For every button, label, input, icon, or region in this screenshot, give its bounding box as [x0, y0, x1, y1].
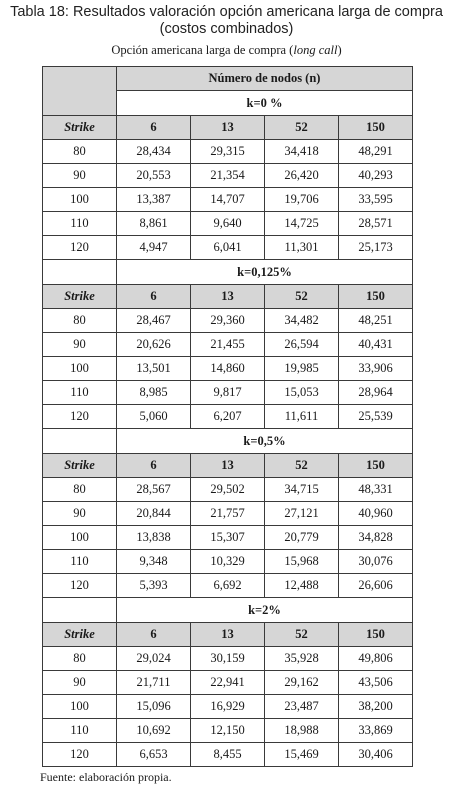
value-cell: 34,418: [265, 140, 339, 164]
node-count-header: 6: [117, 623, 191, 647]
value-cell: 40,431: [339, 333, 413, 357]
value-cell: 40,293: [339, 164, 413, 188]
value-cell: 29,162: [265, 671, 339, 695]
k-label: k=2%: [117, 598, 413, 623]
node-count-header: 13: [191, 454, 265, 478]
k-row-spacer: [43, 598, 117, 623]
value-cell: 28,567: [117, 478, 191, 502]
table-row: [43, 333, 413, 357]
value-cell: 15,968: [265, 550, 339, 574]
value-cell: 20,626: [117, 333, 191, 357]
value-cell: 34,715: [265, 478, 339, 502]
strike-cell: 120: [43, 405, 117, 429]
value-cell: 29,024: [117, 647, 191, 671]
value-cell: 34,482: [265, 309, 339, 333]
value-cell: 4,947: [117, 236, 191, 260]
table-row: [43, 140, 413, 164]
value-cell: 29,502: [191, 478, 265, 502]
node-count-header: 150: [339, 623, 413, 647]
k-label: k=0 %: [117, 91, 413, 116]
strike-cell: 110: [43, 212, 117, 236]
strike-cell: 100: [43, 695, 117, 719]
subtitle-close: ): [337, 43, 342, 57]
value-cell: 12,488: [265, 574, 339, 598]
value-cell: 28,571: [339, 212, 413, 236]
strike-cell: 80: [43, 140, 117, 164]
value-cell: 15,096: [117, 695, 191, 719]
node-count-header: 150: [339, 116, 413, 140]
value-cell: 5,393: [117, 574, 191, 598]
strike-header: Strike: [43, 285, 117, 309]
table-row: [43, 212, 413, 236]
table-row: [43, 526, 413, 550]
value-cell: 30,406: [339, 743, 413, 767]
table-row: [43, 647, 413, 671]
node-count-header: 6: [117, 454, 191, 478]
value-cell: 8,985: [117, 381, 191, 405]
k-label: k=0,125%: [117, 260, 413, 285]
header-row: [43, 67, 413, 91]
value-cell: 22,941: [191, 671, 265, 695]
node-count-header: 150: [339, 454, 413, 478]
strike-cell: 100: [43, 526, 117, 550]
caption-line-2: (costos combinados): [159, 21, 294, 37]
value-cell: 27,121: [265, 502, 339, 526]
table-row: [43, 550, 413, 574]
k-row: [43, 598, 413, 623]
value-cell: 48,331: [339, 478, 413, 502]
value-cell: 48,251: [339, 309, 413, 333]
value-cell: 30,076: [339, 550, 413, 574]
value-cell: 28,434: [117, 140, 191, 164]
value-cell: 25,539: [339, 405, 413, 429]
value-cell: 14,725: [265, 212, 339, 236]
value-cell: 26,594: [265, 333, 339, 357]
value-cell: 19,706: [265, 188, 339, 212]
nodes-header: Número de nodos (n): [117, 67, 413, 91]
strike-cell: 90: [43, 671, 117, 695]
strike-header: Strike: [43, 623, 117, 647]
value-cell: 21,757: [191, 502, 265, 526]
table-row: [43, 574, 413, 598]
subtitle-italic: long call: [293, 43, 338, 57]
strike-cell: 120: [43, 743, 117, 767]
table-row: [43, 743, 413, 767]
strike-header-row: [43, 623, 413, 647]
value-cell: 14,860: [191, 357, 265, 381]
corner-cell: [43, 67, 117, 116]
value-cell: 6,692: [191, 574, 265, 598]
table-caption: [0, 0, 453, 38]
node-count-header: 52: [265, 116, 339, 140]
caption-line-1: Tabla 18: Resultados valoración opción americana larga de compra: [10, 4, 443, 20]
results-table-body: [43, 67, 413, 767]
strike-cell: 100: [43, 188, 117, 212]
k-row-spacer: [43, 429, 117, 454]
value-cell: 21,354: [191, 164, 265, 188]
table-row: [43, 478, 413, 502]
value-cell: 13,501: [117, 357, 191, 381]
value-cell: 6,653: [117, 743, 191, 767]
value-cell: 29,315: [191, 140, 265, 164]
value-cell: 26,420: [265, 164, 339, 188]
value-cell: 13,387: [117, 188, 191, 212]
table-row: [43, 164, 413, 188]
node-count-header: 52: [265, 623, 339, 647]
strike-cell: 90: [43, 502, 117, 526]
value-cell: 29,360: [191, 309, 265, 333]
table-row: [43, 357, 413, 381]
table-row: [43, 502, 413, 526]
strike-header: Strike: [43, 454, 117, 478]
strike-header-row: [43, 116, 413, 140]
strike-cell: 80: [43, 647, 117, 671]
value-cell: 6,041: [191, 236, 265, 260]
value-cell: 30,159: [191, 647, 265, 671]
table-row: [43, 405, 413, 429]
strike-cell: 90: [43, 333, 117, 357]
strike-header: Strike: [43, 116, 117, 140]
value-cell: 13,838: [117, 526, 191, 550]
value-cell: 5,060: [117, 405, 191, 429]
table-row: [43, 236, 413, 260]
node-count-header: 13: [191, 623, 265, 647]
node-count-header: 13: [191, 116, 265, 140]
value-cell: 6,207: [191, 405, 265, 429]
value-cell: 15,307: [191, 526, 265, 550]
value-cell: 33,869: [339, 719, 413, 743]
strike-cell: 90: [43, 164, 117, 188]
value-cell: 33,595: [339, 188, 413, 212]
value-cell: 19,985: [265, 357, 339, 381]
value-cell: 15,469: [265, 743, 339, 767]
value-cell: 20,553: [117, 164, 191, 188]
value-cell: 20,779: [265, 526, 339, 550]
node-count-header: 150: [339, 285, 413, 309]
subtitle-text: Opción americana larga de compra (: [111, 43, 294, 57]
strike-header-row: [43, 285, 413, 309]
value-cell: 16,929: [191, 695, 265, 719]
value-cell: 23,487: [265, 695, 339, 719]
value-cell: 9,640: [191, 212, 265, 236]
value-cell: 11,301: [265, 236, 339, 260]
value-cell: 18,988: [265, 719, 339, 743]
value-cell: 48,291: [339, 140, 413, 164]
value-cell: 35,928: [265, 647, 339, 671]
value-cell: 20,844: [117, 502, 191, 526]
strike-header-row: [43, 454, 413, 478]
table-row: [43, 188, 413, 212]
value-cell: 14,707: [191, 188, 265, 212]
table-row: [43, 309, 413, 333]
value-cell: 9,817: [191, 381, 265, 405]
results-table: [42, 66, 413, 767]
strike-cell: 80: [43, 478, 117, 502]
k-row: [43, 429, 413, 454]
value-cell: 21,711: [117, 671, 191, 695]
table-row: [43, 719, 413, 743]
value-cell: 28,964: [339, 381, 413, 405]
value-cell: 38,200: [339, 695, 413, 719]
node-count-header: 13: [191, 285, 265, 309]
value-cell: 15,053: [265, 381, 339, 405]
strike-cell: 110: [43, 719, 117, 743]
value-cell: 8,455: [191, 743, 265, 767]
value-cell: 40,960: [339, 502, 413, 526]
strike-cell: 120: [43, 236, 117, 260]
value-cell: 28,467: [117, 309, 191, 333]
value-cell: 49,806: [339, 647, 413, 671]
strike-cell: 100: [43, 357, 117, 381]
strike-cell: 110: [43, 381, 117, 405]
table-subtitle: [0, 42, 453, 58]
table-row: [43, 695, 413, 719]
node-count-header: 6: [117, 285, 191, 309]
value-cell: 26,606: [339, 574, 413, 598]
value-cell: 21,455: [191, 333, 265, 357]
value-cell: 25,173: [339, 236, 413, 260]
node-count-header: 52: [265, 454, 339, 478]
strike-cell: 120: [43, 574, 117, 598]
value-cell: 10,692: [117, 719, 191, 743]
table-row: [43, 381, 413, 405]
strike-cell: 110: [43, 550, 117, 574]
k-row: [43, 260, 413, 285]
node-count-header: 52: [265, 285, 339, 309]
value-cell: 43,506: [339, 671, 413, 695]
value-cell: 34,828: [339, 526, 413, 550]
value-cell: 12,150: [191, 719, 265, 743]
value-cell: 11,611: [265, 405, 339, 429]
value-cell: 10,329: [191, 550, 265, 574]
k-label: k=0,5%: [117, 429, 413, 454]
k-row-spacer: [43, 260, 117, 285]
value-cell: 33,906: [339, 357, 413, 381]
strike-cell: 80: [43, 309, 117, 333]
value-cell: 8,861: [117, 212, 191, 236]
table-row: [43, 671, 413, 695]
node-count-header: 6: [117, 116, 191, 140]
source-note: Fuente: elaboración propia.: [40, 770, 172, 784]
value-cell: 9,348: [117, 550, 191, 574]
